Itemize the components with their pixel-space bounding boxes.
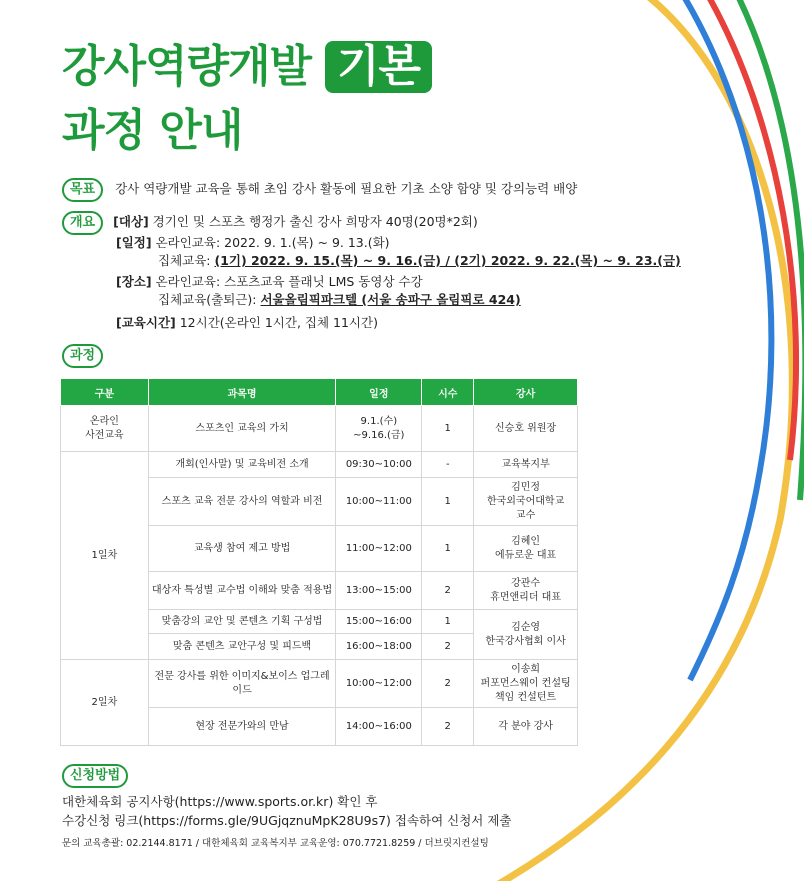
table-row [61,660,578,708]
place-online-row [116,273,423,291]
cell-time: 10:00~11:00 [336,478,422,526]
header-schedule: 일정 [336,379,422,406]
cell-time: 11:00~12:00 [336,526,422,572]
cell-teacher: 각 분야 강사 [474,708,578,746]
schedule-offline-row [158,252,681,270]
target-label: [대상] [113,214,149,229]
schedule-label: [일정] [116,235,152,250]
cell-subject: 현장 전문가와의 만남 [148,708,336,746]
target-text: 경기인 및 스포츠 행정가 출신 강사 희망자 40명(20명*2회) [152,214,478,229]
contact-info: 문의 교육총괄: 02.2144.8171 / 대한체육회 교육복지부 교육운영: 070.7721.8259 / 더브릿지컨설팅 [62,838,489,849]
cell-time: 10:00~12:00 [336,660,422,708]
cell-subject: 맞춤강의 교안 및 콘텐츠 기획 구성법 [148,610,336,634]
table-row [61,452,578,478]
apply-line2: 수강신청 링크(https://forms.gle/9UGjqznuMpK28U9s7) 접속하여 신청서 제출 [62,813,512,828]
cell-subject: 교육생 참여 제고 방법 [148,526,336,572]
header-teacher: 강사 [474,379,578,406]
goal-row [62,178,577,202]
red-ring-arc [705,0,796,460]
place-offline-row [158,291,521,309]
hours-label: [교육시간] [116,315,176,330]
cell-hours: 1 [422,406,474,452]
cell-time: 16:00~18:00 [336,634,422,660]
schedule-offline-dates: (1기) 2022. 9. 15.(목) ~ 9. 16.(금) / (2기) 2022. 9. 22.(목) ~ 9. 23.(금) [214,253,681,268]
title-line1: 강사역량개발 [62,41,312,92]
cell-teacher: 김민정 한국외국어대학교 교수 [474,478,578,526]
place-offline-venue: 서울올림픽파크텔 (서울 송파구 올림픽로 424) [260,292,521,307]
cell-teacher: 김순영 한국강사협회 이사 [474,610,578,660]
cell-hours: 2 [422,634,474,660]
cell-hours: - [422,452,474,478]
green-ring-arc [735,0,804,500]
schedule-online: 온라인교육: 2022. 9. 1.(목) ~ 9. 13.(화) [155,235,390,250]
course-table [60,378,578,746]
blue-ring-arc [680,0,771,680]
cell-hours: 2 [422,572,474,610]
cell-day1: 1일차 [61,452,149,660]
page-title [62,38,432,160]
cell-teacher: 신승호 위원장 [474,406,578,452]
cell-time: 9.1.(수) ~9.16.(금) [336,406,422,452]
apply-line1: 대한체육회 공지사항(https://www.sports.or.kr) 확인 후 [62,794,378,809]
cell-time: 13:00~15:00 [336,572,422,610]
cell-subject: 개회(인사말) 및 교육비전 소개 [148,452,336,478]
cell-hours: 2 [422,708,474,746]
cell-subject: 스포츠인 교육의 가치 [148,406,336,452]
place-offline-prefix: 집체교육(출퇴근): [158,292,257,307]
cell-hours: 1 [422,478,474,526]
table-row [61,406,578,452]
place-label: [장소] [116,274,152,289]
goal-text: 강사 역량개발 교육을 통해 초임 강사 활동에 필요한 기초 소양 함양 및 강의능력 배양 [115,181,578,196]
cell-teacher: 이송희 퍼포먼스웨이 컨설팅 책임 컨설턴트 [474,660,578,708]
cell-teacher: 김혜인 에듀로운 대표 [474,526,578,572]
goal-tag: 목표 [62,178,103,202]
header-subject: 과목명 [148,379,336,406]
schedule-offline-prefix: 집체교육: [158,253,211,268]
place-online: 온라인교육: 스포츠교육 플래닛 LMS 동영상 수강 [155,274,423,289]
cell-time: 09:30~10:00 [336,452,422,478]
course-tag: 과정 [62,344,103,368]
title-badge: 기본 [325,41,432,93]
apply-tag: 신청방법 [62,764,128,788]
schedule-online-row [116,234,390,252]
cell-day2: 2일차 [61,660,149,746]
hours-row [116,314,378,332]
header-category: 구분 [61,379,149,406]
hours-text: 12시간(온라인 1시간, 집체 11시간) [179,315,378,330]
overview-tag: 개요 [62,211,103,235]
cell-time: 15:00~16:00 [336,610,422,634]
header-hours: 시수 [422,379,474,406]
cell-teacher: 교육복지부 [474,452,578,478]
cell-hours: 1 [422,610,474,634]
table-header-row [61,379,578,406]
cell-subject: 스포츠 교육 전문 강사의 역할과 비전 [148,478,336,526]
apply-row [62,764,128,788]
title-line2: 과정 안내 [62,105,243,156]
cell-group: 온라인 사전교육 [61,406,149,452]
cell-hours: 2 [422,660,474,708]
cell-subject: 맞춤 콘텐츠 교안구성 및 피드백 [148,634,336,660]
cell-time: 14:00~16:00 [336,708,422,746]
cell-subject: 대상자 특성별 교수법 이해와 맞춤 적용법 [148,572,336,610]
cell-hours: 1 [422,526,474,572]
cell-teacher: 강관수 휴먼앤리더 대표 [474,572,578,610]
cell-subject: 전문 강사를 위한 이미지&보이스 업그레이드 [148,660,336,708]
overview-row-target [62,211,478,235]
course-row [62,344,103,368]
